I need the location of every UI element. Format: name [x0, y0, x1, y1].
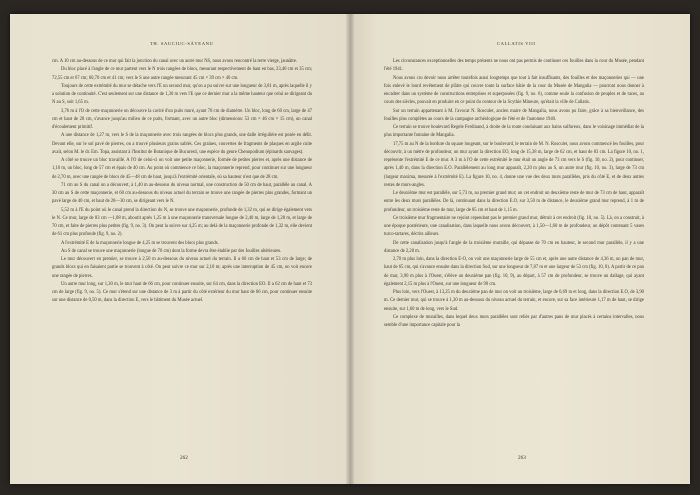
right-running-header: CALLATIS VIII — [497, 41, 536, 46]
paragraph: Nous avons cru devoir nous arrêter toutefois aussi longtemps que tout à fait insuffisants, des fouilles et des maçonneries qui — une fois enlevé le lourd revêtement de plâtre qui couvre toute la surface bâtie de la cour du Musée de Mangalia — pourront nous donner à encadrer dans un système de constructions entreprises et superposées (fig. 9, no. 6), comme seule la confusion de peuples et de races, au cours des siècles, pouvait en produire en ce point du contour de la Scythie Mineure, qu'était la ville de Callatis. — [384, 75, 644, 106]
paragraph: Plus loin, vers l'Ouest, à 13,25 m du deuxième pan de mur on voit un troisième, large de 0,69 m et long, dans la direction E.O, de 3,90 m. Ce dernier mur, qui se trouve à 1,30 m au-dessous du niveau actuel du terrain, et encore, sur sa face intérieure 1,17 m de haut, se dirige ensuite, sur 1,60 m de long, vers le Sud. — [384, 290, 644, 312]
paragraph: Au S de canal se trouve une maçonnerie (longue de 70 cm) dont la forme devra être établie par des fouilles ultérieures. — [61, 248, 282, 254]
book-gutter — [346, 14, 354, 484]
paragraph: A l'extrémité E de la maçonnerie longue de 4,25 m se trouvent des blocs plus grands. — [61, 240, 219, 246]
paragraph: Ce terrain se trouve boulevard Regele Ferdinand, à droite de la route conduisant aux bains sulfureux, dans le voisinage immédiat de la plus importante fontaine de Mangalia. — [384, 125, 644, 139]
book-spread — [10, 14, 690, 484]
left-running-header: TH. SAUCIUC-SĂVEANU — [150, 41, 214, 46]
right-page-number: 263 — [518, 455, 526, 461]
paragraph: Ce troisième mur fragmentaire ne rejoint cependant pas le premier grand mur, détruit à cet endroit (fig. 10, no. 5). Là, on a construit, à une époque postérieure, une canalisation, dans laquelle nous avons découvert, à 1,50—1,60 m de profondeur, un dépôt contenant 5 vases turco-tartares, décrits ailleurs. — [384, 215, 644, 238]
paragraph: Les circonstances exceptionnelles des temps présents ne nous ont pas permis de continuer ces fouilles dans la cour du Musée, pendant l'été 1941. — [384, 59, 644, 73]
paragraph: 17,75 m au N de la bordure du square longeant, sur le boulevard, le terrain de M. N. Rosculet, nous avons commencé les fouilles, pour découvrir, à un mètre de profondeur, un mur ayant la direction EO, long de 15,38 m, large de 62 cm, et haut de 83 cm. La figure 10, no. 1, représente l'extrémité E de ce mur. A 3 m à l'O de cette extrémité le mur était un angle de 73 cm vers le S (fig. 10, no. 2), pour continuer, après 1,40 m, dans la direction E.O. Parallèlement au long mur apparaît, 2,20 m plus au S, un autre mur (fig. 10, no. 3), large de 73 cm (largeur maxima, mesurée à l'extrémité E). La figure 10, no. 4, donne une vue des deux murs parallèles, pris du côté E, et de deux autres restes de murs-angles. — [384, 141, 644, 188]
paragraph: A une distance de 1,27 m, vers le S de la maçonnerie avec trois rangées de blocs plus grands, une dalle irrégulière est posée en délit. Devant elle, sur le sol pavé de pierres, on a trouvé plusieurs grains sablés. Ces graines, couvertes de fragments de plaques en argile cuite avait, selon M. le dr. Em. Topa, assistant à l'Institut de Botanique de Bucuresti, une espèce du genre Chenopodium (épinards sauvages). — [52, 133, 312, 155]
paragraph: Toujours de cette extrémité du mur se détache vers l'E un second mur, qu'on a pu suivre sur une longueur de 3,81 m, après laquelle il y a solution de continuité. C'est seulement sur une distance de 1,30 m vers l'E que ce dernier mur a la même hauteur que celui se dirigeant du N au S, soit 1,65 m. — [52, 83, 312, 106]
paragraph: cm. A 10 cm au-dessous de ce mur qui fait la jonction du canal avec un autre mur NS, nous avons rencontré la terre vierge, jaunâtre. — [52, 59, 298, 64]
paragraph: 71 cm au S du canal on a découvert, à 1,40 m au-dessous du niveau normal, une construction de 50 cm de haut, parallèle au canal. A 30 cm au S de cette maçonnerie, et 60 cm au-dessous du niveau actuel du terrain se trouve une rangée de pierres plus grandes, formant un pavé large de 40 cm, et haut de 28—30 cm, se dirigeant vers le N. — [52, 182, 312, 205]
paragraph: Un autre mur long, sur 1,30 m, le mur haut de 66 cm, pour continuer ensuite, sur 64 cm, dans la direction EO. Il a 62 cm de haut et 73 cm de large (fig. 9, no. 5). Ce mur s'étend sur une distance de 3 m à partir du côté extérieur du mur haut de 66 cm, pour continuer ensuite sur une distance de 0,50 m, dans la direction E, vers le bâtiment du Musée actuel. — [52, 281, 312, 304]
paragraph: 5,52 m à l'E du point où le canal prend la direction du N, se trouve une maçonnerie, profonde de 1,32 m, qui se dirige également vers le N. Ce mur, large de 83 cm —1,08 m, aboutit après 1,25 m à une maçonnerie transversale longue de 2,40 m, large de 1,28 m, et large de 70 cm, et faite de pierres plus petites (fig. 9, no. 3). On peut la suivre sur 4,25 m; au delà de la maçonnerie profonde de 1,32 m, elle devient de 61 cm plus profonde (fig. 9, no. 2). — [52, 207, 312, 238]
paragraph: 3,76 m à l'O de cette maçonnerie on découvre la cavité d'un puits muré, ayant 70 cm de diamètre. Un bloc, long de 60 cm, large de 47 cm et haut de 28 cm, s'avance jusqu'au milieu de ce puits, formant, avec un autre bloc (dimensions: 53 cm × 46 cm × 15 cm), un canal d'écoulement primitif. — [52, 108, 312, 130]
left-page-number: 262 — [180, 455, 188, 461]
left-page — [10, 14, 350, 484]
right-page — [350, 14, 690, 484]
paragraph: Le mur découvert en premier, se trouve à 2,50 m au-dessous du niveau actuel du terrain. Il a 66 cm de haut et 53 cm de large; de grands blocs qui en faisaient partie se trouvent à côté. On peut suivre ce mur sur 2,10 m; après une interruption de 45 cm, on voit encore une rangée de pierres. — [52, 257, 312, 279]
paragraph: Le deuxième mur est parallèle, sur 5,73 m, au premier grand mur; on cet endroit un deuxième reste de mur de 73 cm de haut, apparaît entre les deux murs parallèles. De là, continuant dans la direction E.O, sur 3,50 m de distance, le deuxième grand mur reprend, à 1 m de profondeur, un troisième reste de mur, large de 85 cm et haut de 1,15 m. — [384, 191, 644, 213]
right-body-text — [384, 58, 644, 330]
paragraph: Ce complexe de murailles, dans lequel deux murs parallèles sont reliés par d'autres pans de mur placés à certains intervalles, nous semble d'une importance capitale pour la — [384, 314, 644, 328]
left-body-text — [52, 58, 312, 306]
paragraph: Du bloc placé à l'angle de ce mur partent vers le N trois rangées de blocs, mesurant respectivement de haut en bas, 23,40 cm et 35 cm; 72,55 cm et 67 cm; 60,70 cm et 41 cm; vers le S une autre rangée mesurant 45 cm × 39 cm × 40 cm. — [52, 67, 312, 81]
paragraph: De cette canalisation jusqu'à l'angle de la troisième muraille, qui dépasse de 70 cm en hauteur, le second mur parallèle, il y a une distance de 2,20 m. — [384, 240, 644, 254]
paragraph: Sur un terrain appartenant à M. l'avocat N. Rosculet, ancien maire de Mangalia, nous avons pu faire, grâce à sa bienveillance, des fouilles plus complètes au cours de la campagne archéologique de l'été et de l'automne 1940. — [384, 108, 644, 122]
paragraph: 2,70 m plus loin, dans la direction E-O, on voit une maçonnerie large de 55 cm et, après une autre distance de 4,36 m, un pan de mur, haut de 65 cm, qui s'avance ensuite dans la direction Sud, sur une longueur de 7,87 m et une largeur de 53 cm (fig. 10, 8). A partir de ce pan de mur, 3,90 m plus à l'Ouest, s'élève un deuxième pan (fig. 10, 9), au départ, à 57 cm de profondeur, se trouve un dallage, qui ayant également 2,15 m plus à l'Ouest, sur une longueur de 90 cm. — [384, 257, 644, 287]
paragraph: A côté se trouve un bloc travaillé. A l'O de celui-ci on voit une petite maçonnerie, formée de petites pierres et, après une distance de 1,10 m, un bloc, long de 57 cm et épais de 40 cm. Au point où commence ce bloc, la maçonnerie reprend, pour continuer sur une longueur de 2,70 m, avec une rangée de blocs de 45—48 cm de haut, jusqu'à l'extrémité orientale, où sa hauteur n'est que de 28 cm. — [52, 158, 312, 180]
